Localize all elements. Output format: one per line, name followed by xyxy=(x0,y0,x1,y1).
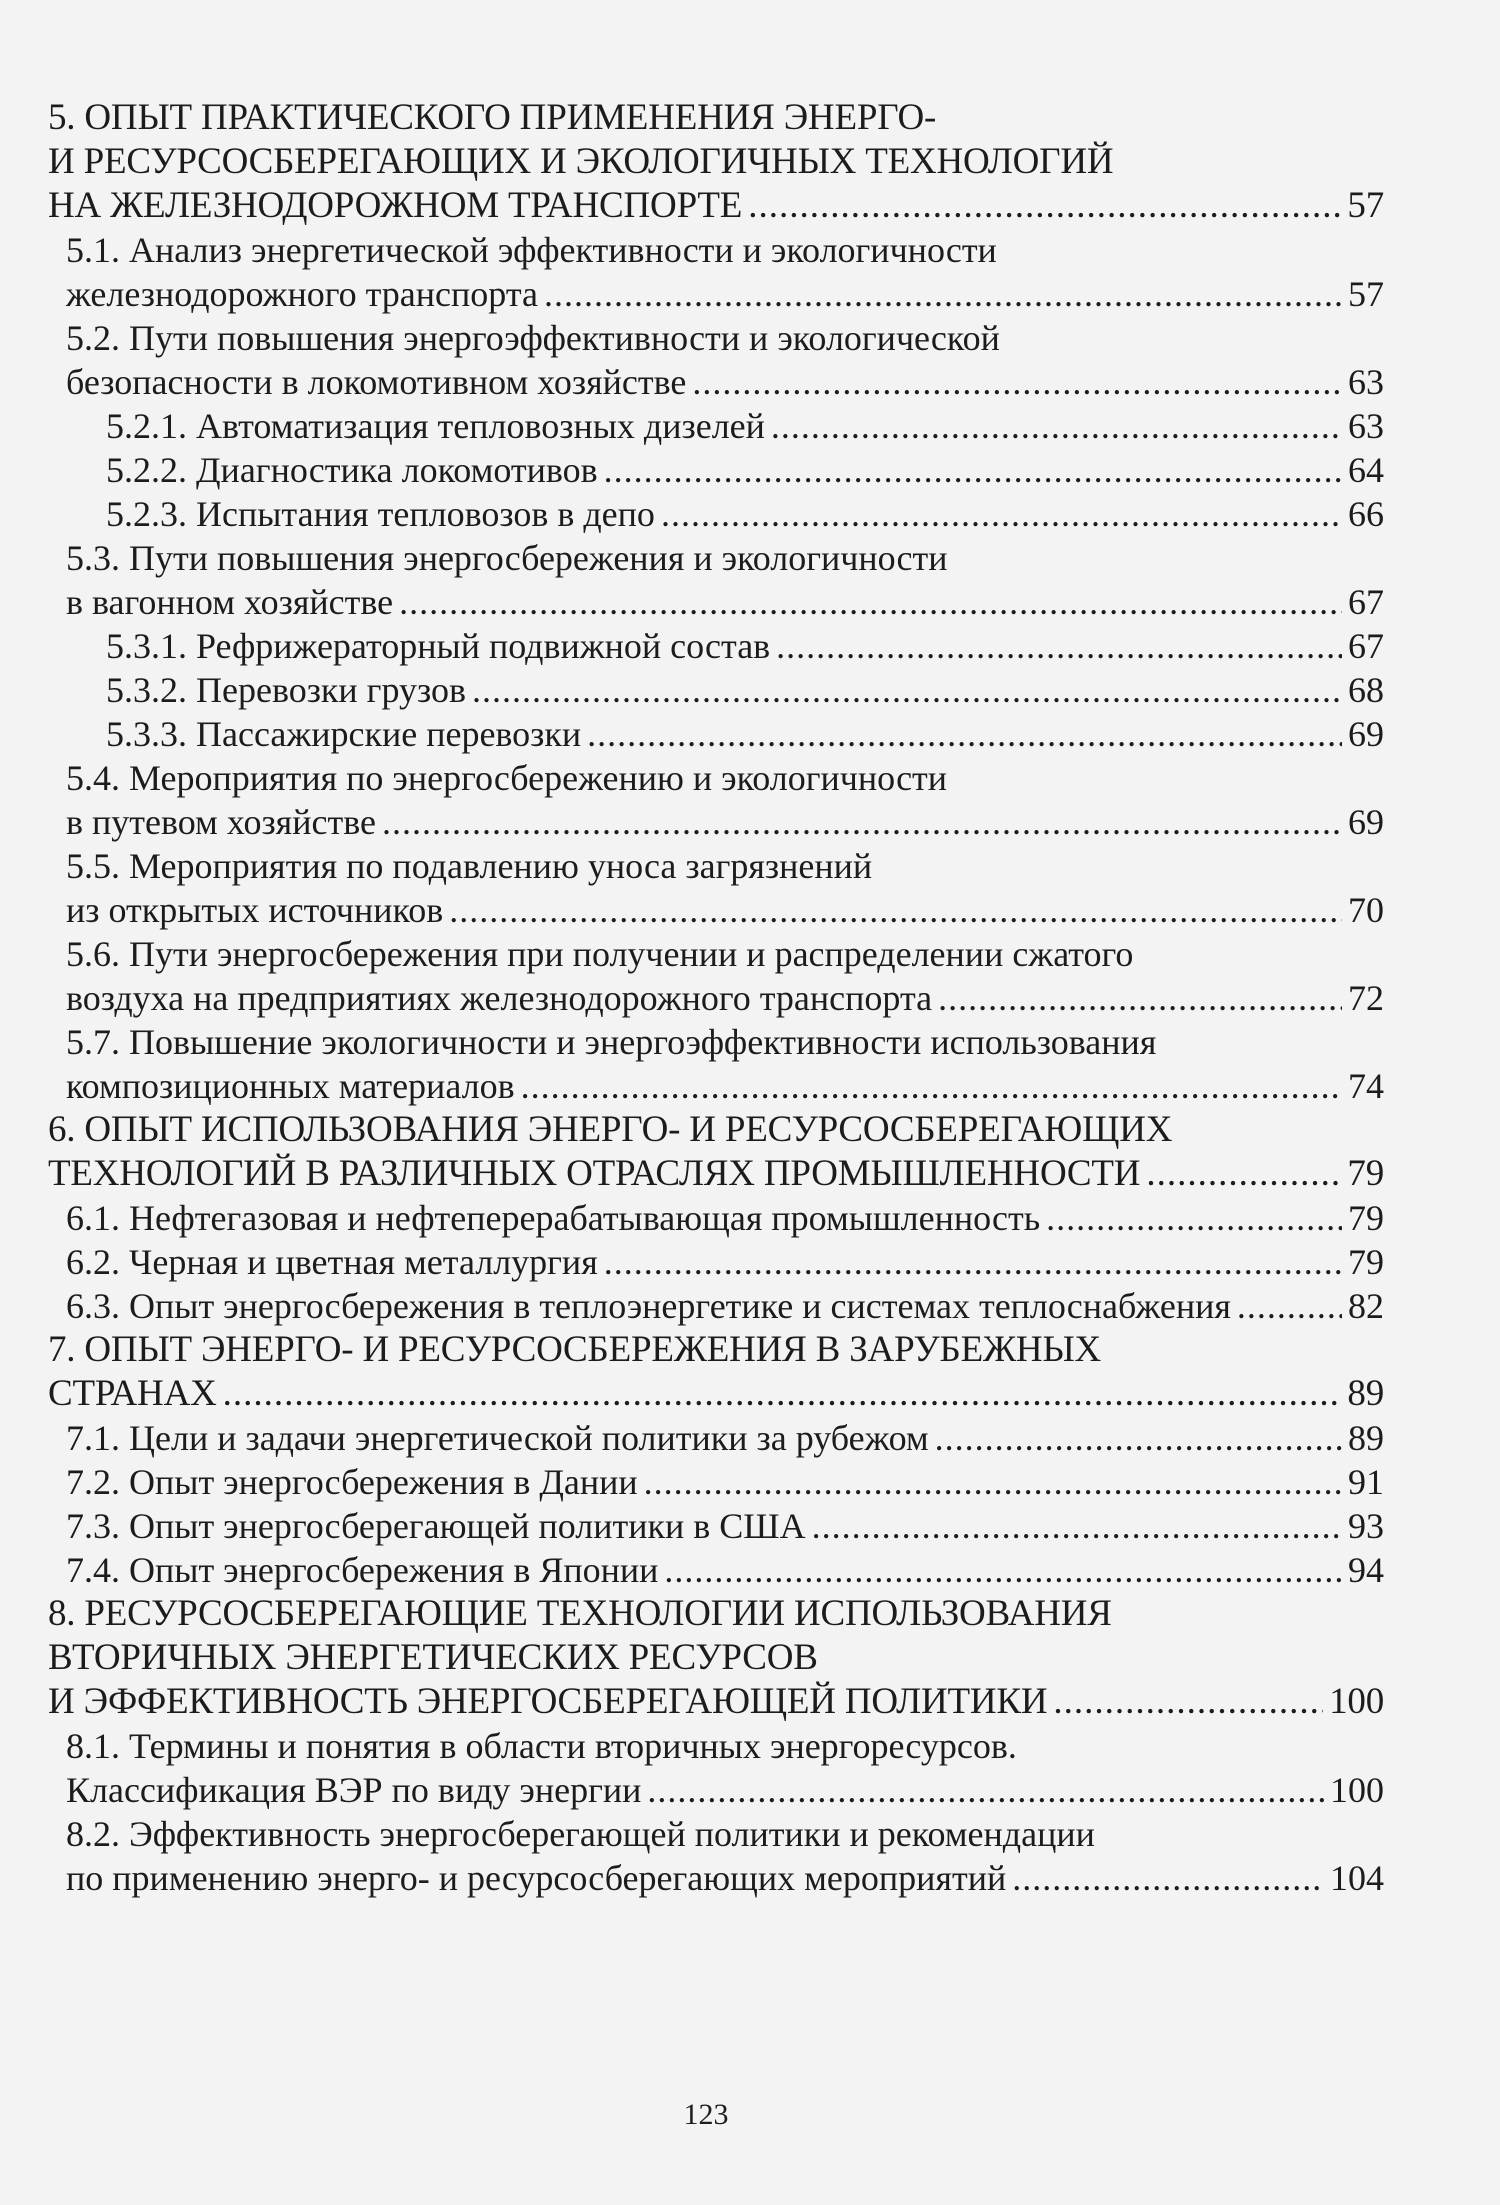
toc-page-number: 63 xyxy=(1348,406,1384,446)
toc-line xyxy=(66,756,1384,800)
dot-leader xyxy=(661,492,1342,536)
toc-chapter xyxy=(48,96,1384,228)
toc-entry-text: 6. ОПЫТ ИСПОЛЬЗОВАНИЯ ЭНЕРГО- И РЕСУРСОСБЕРЕГАЮЩИХ xyxy=(48,1109,1173,1150)
toc-entry-text: 6.1. Нефтегазовая и нефтеперерабатывающая промышленность xyxy=(66,1198,1041,1238)
toc-entry-text: по применению энерго- и ресурсосберегающих мероприятий xyxy=(66,1858,1007,1898)
toc-line xyxy=(106,492,1384,536)
toc-entry-text: в вагонном хозяйстве xyxy=(66,582,394,622)
toc-entry-text: 8.2. Эффективность энергосберегающей политики и рекомендации xyxy=(66,1814,1095,1854)
toc-page-number: 91 xyxy=(1348,1462,1384,1502)
toc-section xyxy=(48,536,1384,624)
dot-leader xyxy=(472,668,1342,712)
toc-chapter xyxy=(48,1328,1384,1416)
dot-leader xyxy=(647,1768,1324,1812)
toc-page-number: 79 xyxy=(1347,1153,1384,1194)
toc-line xyxy=(66,844,1384,888)
toc-section xyxy=(48,1504,1384,1548)
toc-section xyxy=(48,712,1384,756)
toc-entry-text: в путевом хозяйстве xyxy=(66,802,376,842)
toc-section xyxy=(48,1196,1384,1240)
toc-line xyxy=(48,1328,1384,1372)
toc-line xyxy=(106,448,1384,492)
toc-section xyxy=(48,668,1384,712)
dot-leader xyxy=(812,1504,1342,1548)
dot-leader xyxy=(938,976,1342,1020)
toc-page-number: 63 xyxy=(1348,362,1384,402)
toc-entry-text: И ЭФФЕКТИВНОСТЬ ЭНЕРГОСБЕРЕГАЮЩЕЙ ПОЛИТИКИ xyxy=(48,1681,1048,1722)
toc-line xyxy=(106,712,1384,756)
dot-leader xyxy=(382,800,1342,844)
toc-section xyxy=(48,844,1384,932)
toc-line xyxy=(66,360,1384,404)
toc-entry-text: 7.3. Опыт энергосберегающей политики в США xyxy=(66,1506,806,1546)
toc-page-number: 70 xyxy=(1348,890,1384,930)
toc-section xyxy=(48,404,1384,448)
toc-line xyxy=(66,800,1384,844)
toc-entry-text: 5.2.2. Диагностика локомотивов xyxy=(106,450,598,490)
dot-leader xyxy=(748,184,1341,228)
dot-leader xyxy=(1053,1680,1323,1724)
toc-entry-text: 7. ОПЫТ ЭНЕРГО- И РЕСУРСОСБЕРЕЖЕНИЯ В ЗАРУБЕЖНЫХ xyxy=(48,1329,1102,1370)
toc-line xyxy=(48,96,1384,140)
toc-line xyxy=(66,1240,1384,1284)
toc-line xyxy=(66,1856,1384,1900)
dot-leader xyxy=(399,580,1342,624)
toc-line xyxy=(66,1020,1384,1064)
toc-entry-text: безопасности в локомотивном хозяйстве xyxy=(66,362,687,402)
table-of-contents xyxy=(48,96,1384,1900)
toc-entry-text: СТРАНАХ xyxy=(48,1373,217,1414)
dot-leader xyxy=(223,1372,1342,1416)
toc-line xyxy=(66,1548,1384,1592)
toc-line xyxy=(66,1768,1384,1812)
toc-line xyxy=(66,536,1384,580)
toc-line xyxy=(66,580,1384,624)
toc-entry-text: ВТОРИЧНЫХ ЭНЕРГЕТИЧЕСКИХ РЕСУРСОВ xyxy=(48,1637,818,1678)
toc-section xyxy=(48,1240,1384,1284)
toc-line xyxy=(66,1504,1384,1548)
toc-line xyxy=(48,1636,1384,1680)
toc-section xyxy=(48,1020,1384,1108)
toc-page-number: 104 xyxy=(1330,1858,1384,1898)
toc-entry-text: ТЕХНОЛОГИЙ В РАЗЛИЧНЫХ ОТРАСЛЯХ ПРОМЫШЛЕННОСТИ xyxy=(48,1153,1141,1194)
toc-line xyxy=(66,1064,1384,1108)
toc-entry-text: 5.2. Пути повышения энергоэффективности и экологической xyxy=(66,318,1000,358)
toc-page-number: 68 xyxy=(1348,670,1384,710)
toc-page-number: 66 xyxy=(1348,494,1384,534)
toc-page-number: 100 xyxy=(1330,1770,1384,1810)
toc-line xyxy=(66,272,1384,316)
toc-section xyxy=(48,1284,1384,1328)
toc-page-number: 82 xyxy=(1348,1286,1384,1326)
toc-section xyxy=(48,624,1384,668)
toc-line xyxy=(48,1152,1384,1196)
dot-leader xyxy=(604,1240,1342,1284)
toc-line xyxy=(48,140,1384,184)
toc-entry-text: 8. РЕСУРСОСБЕРЕГАЮЩИЕ ТЕХНОЛОГИИ ИСПОЛЬЗОВАНИЯ xyxy=(48,1593,1112,1634)
toc-entry-text: 5.3.1. Рефрижераторный подвижной состав xyxy=(106,626,771,666)
toc-line xyxy=(66,1812,1384,1856)
toc-entry-text: 6.2. Черная и цветная металлургия xyxy=(66,1242,598,1282)
toc-line xyxy=(66,932,1384,976)
toc-line xyxy=(66,976,1384,1020)
toc-entry-text: 5. ОПЫТ ПРАКТИЧЕСКОГО ПРИМЕНЕНИЯ ЭНЕРГО- xyxy=(48,97,937,138)
toc-section xyxy=(48,1724,1384,1812)
toc-section xyxy=(48,1812,1384,1900)
toc-entry-text: 5.2.1. Автоматизация тепловозных дизелей xyxy=(106,406,765,446)
toc-entry-text: И РЕСУРСОСБЕРЕГАЮЩИХ И ЭКОЛОГИЧНЫХ ТЕХНОЛОГИЙ xyxy=(48,141,1114,182)
toc-section xyxy=(48,228,1384,316)
dot-leader xyxy=(935,1416,1342,1460)
toc-entry-text: из открытых источников xyxy=(66,890,444,930)
toc-entry-text: железнодорожного транспорта xyxy=(66,274,538,314)
dot-leader xyxy=(1237,1284,1342,1328)
toc-page-number: 69 xyxy=(1348,714,1384,754)
toc-page-number: 94 xyxy=(1348,1550,1384,1590)
dot-leader xyxy=(771,404,1342,448)
toc-entry-text: 5.6. Пути энергосбережения при получении и распределении сжатого xyxy=(66,934,1134,974)
toc-page-number: 79 xyxy=(1348,1198,1384,1238)
toc-chapter xyxy=(48,1592,1384,1724)
toc-section xyxy=(48,1416,1384,1460)
toc-line xyxy=(48,1372,1384,1416)
toc-page-number: 89 xyxy=(1348,1418,1384,1458)
toc-entry-text: 5.1. Анализ энергетической эффективности и экологичности xyxy=(66,230,997,270)
toc-entry-text: 7.4. Опыт энергосбережения в Японии xyxy=(66,1550,659,1590)
toc-line xyxy=(48,1108,1384,1152)
toc-page-number: 57 xyxy=(1347,185,1384,226)
toc-line xyxy=(66,1460,1384,1504)
toc-entry-text: 5.3. Пути повышения энергосбережения и экологичности xyxy=(66,538,948,578)
toc-entry-text: 7.1. Цели и задачи энергетической политики за рубежом xyxy=(66,1418,929,1458)
dot-leader xyxy=(776,624,1342,668)
toc-line xyxy=(48,1592,1384,1636)
toc-chapter xyxy=(48,1108,1384,1196)
toc-entry-text: 5.4. Мероприятия по энергосбережению и экологичности xyxy=(66,758,948,798)
dot-leader xyxy=(604,448,1342,492)
toc-section xyxy=(48,1460,1384,1504)
toc-line xyxy=(106,404,1384,448)
toc-section xyxy=(48,1548,1384,1592)
toc-page-number: 57 xyxy=(1348,274,1384,314)
toc-section xyxy=(48,492,1384,536)
toc-line xyxy=(66,1416,1384,1460)
toc-entry-text: Классификация ВЭР по виду энергии xyxy=(66,1770,642,1810)
toc-line xyxy=(106,668,1384,712)
toc-entry-text: 7.2. Опыт энергосбережения в Дании xyxy=(66,1462,638,1502)
dot-leader xyxy=(544,272,1342,316)
toc-line xyxy=(66,316,1384,360)
toc-page-number: 69 xyxy=(1348,802,1384,842)
toc-entry-text: воздуха на предприятиях железнодорожного транспорта xyxy=(66,978,933,1018)
toc-page-number: 100 xyxy=(1329,1681,1384,1722)
toc-section xyxy=(48,316,1384,404)
page-number: 123 xyxy=(683,2098,729,2131)
toc-entry-text: 6.3. Опыт энергосбережения в теплоэнергетике и системах теплоснабжения xyxy=(66,1286,1231,1326)
dot-leader xyxy=(521,1064,1342,1108)
toc-page-number: 64 xyxy=(1348,450,1384,490)
toc-line xyxy=(106,624,1384,668)
toc-page-number: 67 xyxy=(1348,626,1384,666)
toc-line xyxy=(66,888,1384,932)
toc-line xyxy=(48,184,1384,228)
dot-leader xyxy=(664,1548,1342,1592)
toc-entry-text: НА ЖЕЛЕЗНОДОРОЖНОМ ТРАНСПОРТЕ xyxy=(48,185,743,226)
dot-leader xyxy=(1046,1196,1342,1240)
toc-section xyxy=(48,932,1384,1020)
dot-leader xyxy=(449,888,1342,932)
toc-line xyxy=(66,1724,1384,1768)
toc-line xyxy=(66,228,1384,272)
toc-line xyxy=(66,1196,1384,1240)
toc-section xyxy=(48,756,1384,844)
toc-page-number: 89 xyxy=(1347,1373,1384,1414)
toc-entry-text: 5.7. Повышение экологичности и энергоэффективности использования xyxy=(66,1022,1157,1062)
toc-entry-text: 8.1. Термины и понятия в области вторичных энергоресурсов. xyxy=(66,1726,1017,1766)
toc-page-number: 79 xyxy=(1348,1242,1384,1282)
toc-entry-text: 5.3.3. Пассажирские перевозки xyxy=(106,714,582,754)
toc-entry-text: 5.2.3. Испытания тепловозов в депо xyxy=(106,494,655,534)
dot-leader xyxy=(587,712,1342,756)
toc-line xyxy=(66,1284,1384,1328)
dot-leader xyxy=(1012,1856,1324,1900)
toc-page-number: 93 xyxy=(1348,1506,1384,1546)
toc-line xyxy=(48,1680,1384,1724)
toc-section xyxy=(48,448,1384,492)
toc-page-number: 74 xyxy=(1348,1066,1384,1106)
toc-entry-text: 5.5. Мероприятия по подавлению уноса загрязнений xyxy=(66,846,873,886)
dot-leader xyxy=(692,360,1342,404)
toc-page-number: 72 xyxy=(1348,978,1384,1018)
dot-leader xyxy=(644,1460,1342,1504)
dot-leader xyxy=(1146,1152,1341,1196)
toc-page-number: 67 xyxy=(1348,582,1384,622)
toc-entry-text: 5.3.2. Перевозки грузов xyxy=(106,670,466,710)
toc-entry-text: композиционных материалов xyxy=(66,1066,515,1106)
